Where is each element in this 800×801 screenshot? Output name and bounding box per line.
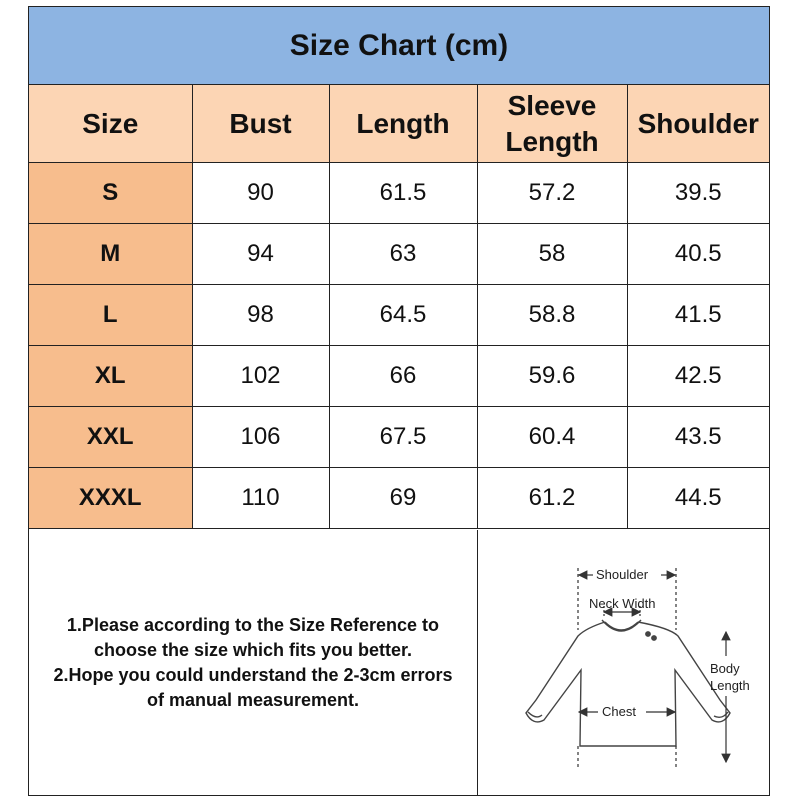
- header-length: Length: [329, 85, 477, 163]
- garment-diagram: [478, 530, 769, 796]
- length-cell: 64.5: [329, 285, 477, 346]
- size-cell: XXL: [29, 407, 192, 468]
- sleeve-cell: 58: [477, 224, 627, 285]
- table-row: [29, 346, 769, 407]
- table-row: [29, 224, 769, 285]
- table-row: [29, 407, 769, 468]
- notes-text: [53, 613, 452, 713]
- header-shoulder: Shoulder: [627, 85, 769, 163]
- sweater-illustration: [478, 530, 769, 796]
- body-length-label: Body: [710, 661, 740, 676]
- bust-cell: 98: [192, 285, 329, 346]
- bust-cell: 106: [192, 407, 329, 468]
- bust-cell: 94: [192, 224, 329, 285]
- header-sleeve-length-label: Sleeve Length: [505, 89, 599, 157]
- sleeve-cell: 58.8: [477, 285, 627, 346]
- table-row: [29, 285, 769, 346]
- body-length-label: Length: [710, 678, 750, 693]
- neck-width-label: Neck Width: [589, 596, 656, 611]
- header-sleeve-length: [477, 85, 627, 163]
- shoulder-cell: 44.5: [627, 468, 769, 529]
- length-cell: 61.5: [329, 163, 477, 224]
- sleeve-cell: 59.6: [477, 346, 627, 407]
- size-cell: M: [29, 224, 192, 285]
- table-header-row: [29, 85, 769, 163]
- sleeve-cell: 61.2: [477, 468, 627, 529]
- note-line: 2.Hope you could understand the 2-3cm errors: [53, 665, 453, 685]
- table-row: [29, 468, 769, 529]
- shoulder-cell: 42.5: [627, 346, 769, 407]
- chest-label: Chest: [602, 704, 636, 719]
- size-cell: L: [29, 285, 192, 346]
- note-line: 1.Please according to the Size Reference to: [66, 615, 440, 635]
- length-cell: 66: [329, 346, 477, 407]
- length-cell: 63: [329, 224, 477, 285]
- shoulder-cell: 40.5: [627, 224, 769, 285]
- size-cell: XXXL: [29, 468, 192, 529]
- sleeve-cell: 57.2: [477, 163, 627, 224]
- table-row: [29, 163, 769, 224]
- note-line: of manual measurement.: [146, 690, 360, 710]
- bust-cell: 110: [192, 468, 329, 529]
- length-cell: 69: [329, 468, 477, 529]
- shoulder-label: Shoulder: [596, 567, 649, 582]
- header-bust: Bust: [192, 85, 329, 163]
- note-line: choose the size which fits you better.: [93, 640, 413, 660]
- shoulder-cell: 43.5: [627, 407, 769, 468]
- bust-cell: 90: [192, 163, 329, 224]
- sweater-outline: [526, 620, 730, 746]
- shoulder-cell: 41.5: [627, 285, 769, 346]
- shoulder-cell: 39.5: [627, 163, 769, 224]
- size-cell: S: [29, 163, 192, 224]
- chart-title: Size Chart (cm): [29, 7, 769, 85]
- sleeve-cell: 60.4: [477, 407, 627, 468]
- header-size: Size: [29, 85, 192, 163]
- length-cell: 67.5: [329, 407, 477, 468]
- size-cell: XL: [29, 346, 192, 407]
- bust-cell: 102: [192, 346, 329, 407]
- notes-panel: [29, 530, 478, 796]
- size-chart: [28, 6, 770, 796]
- size-table: [29, 85, 769, 529]
